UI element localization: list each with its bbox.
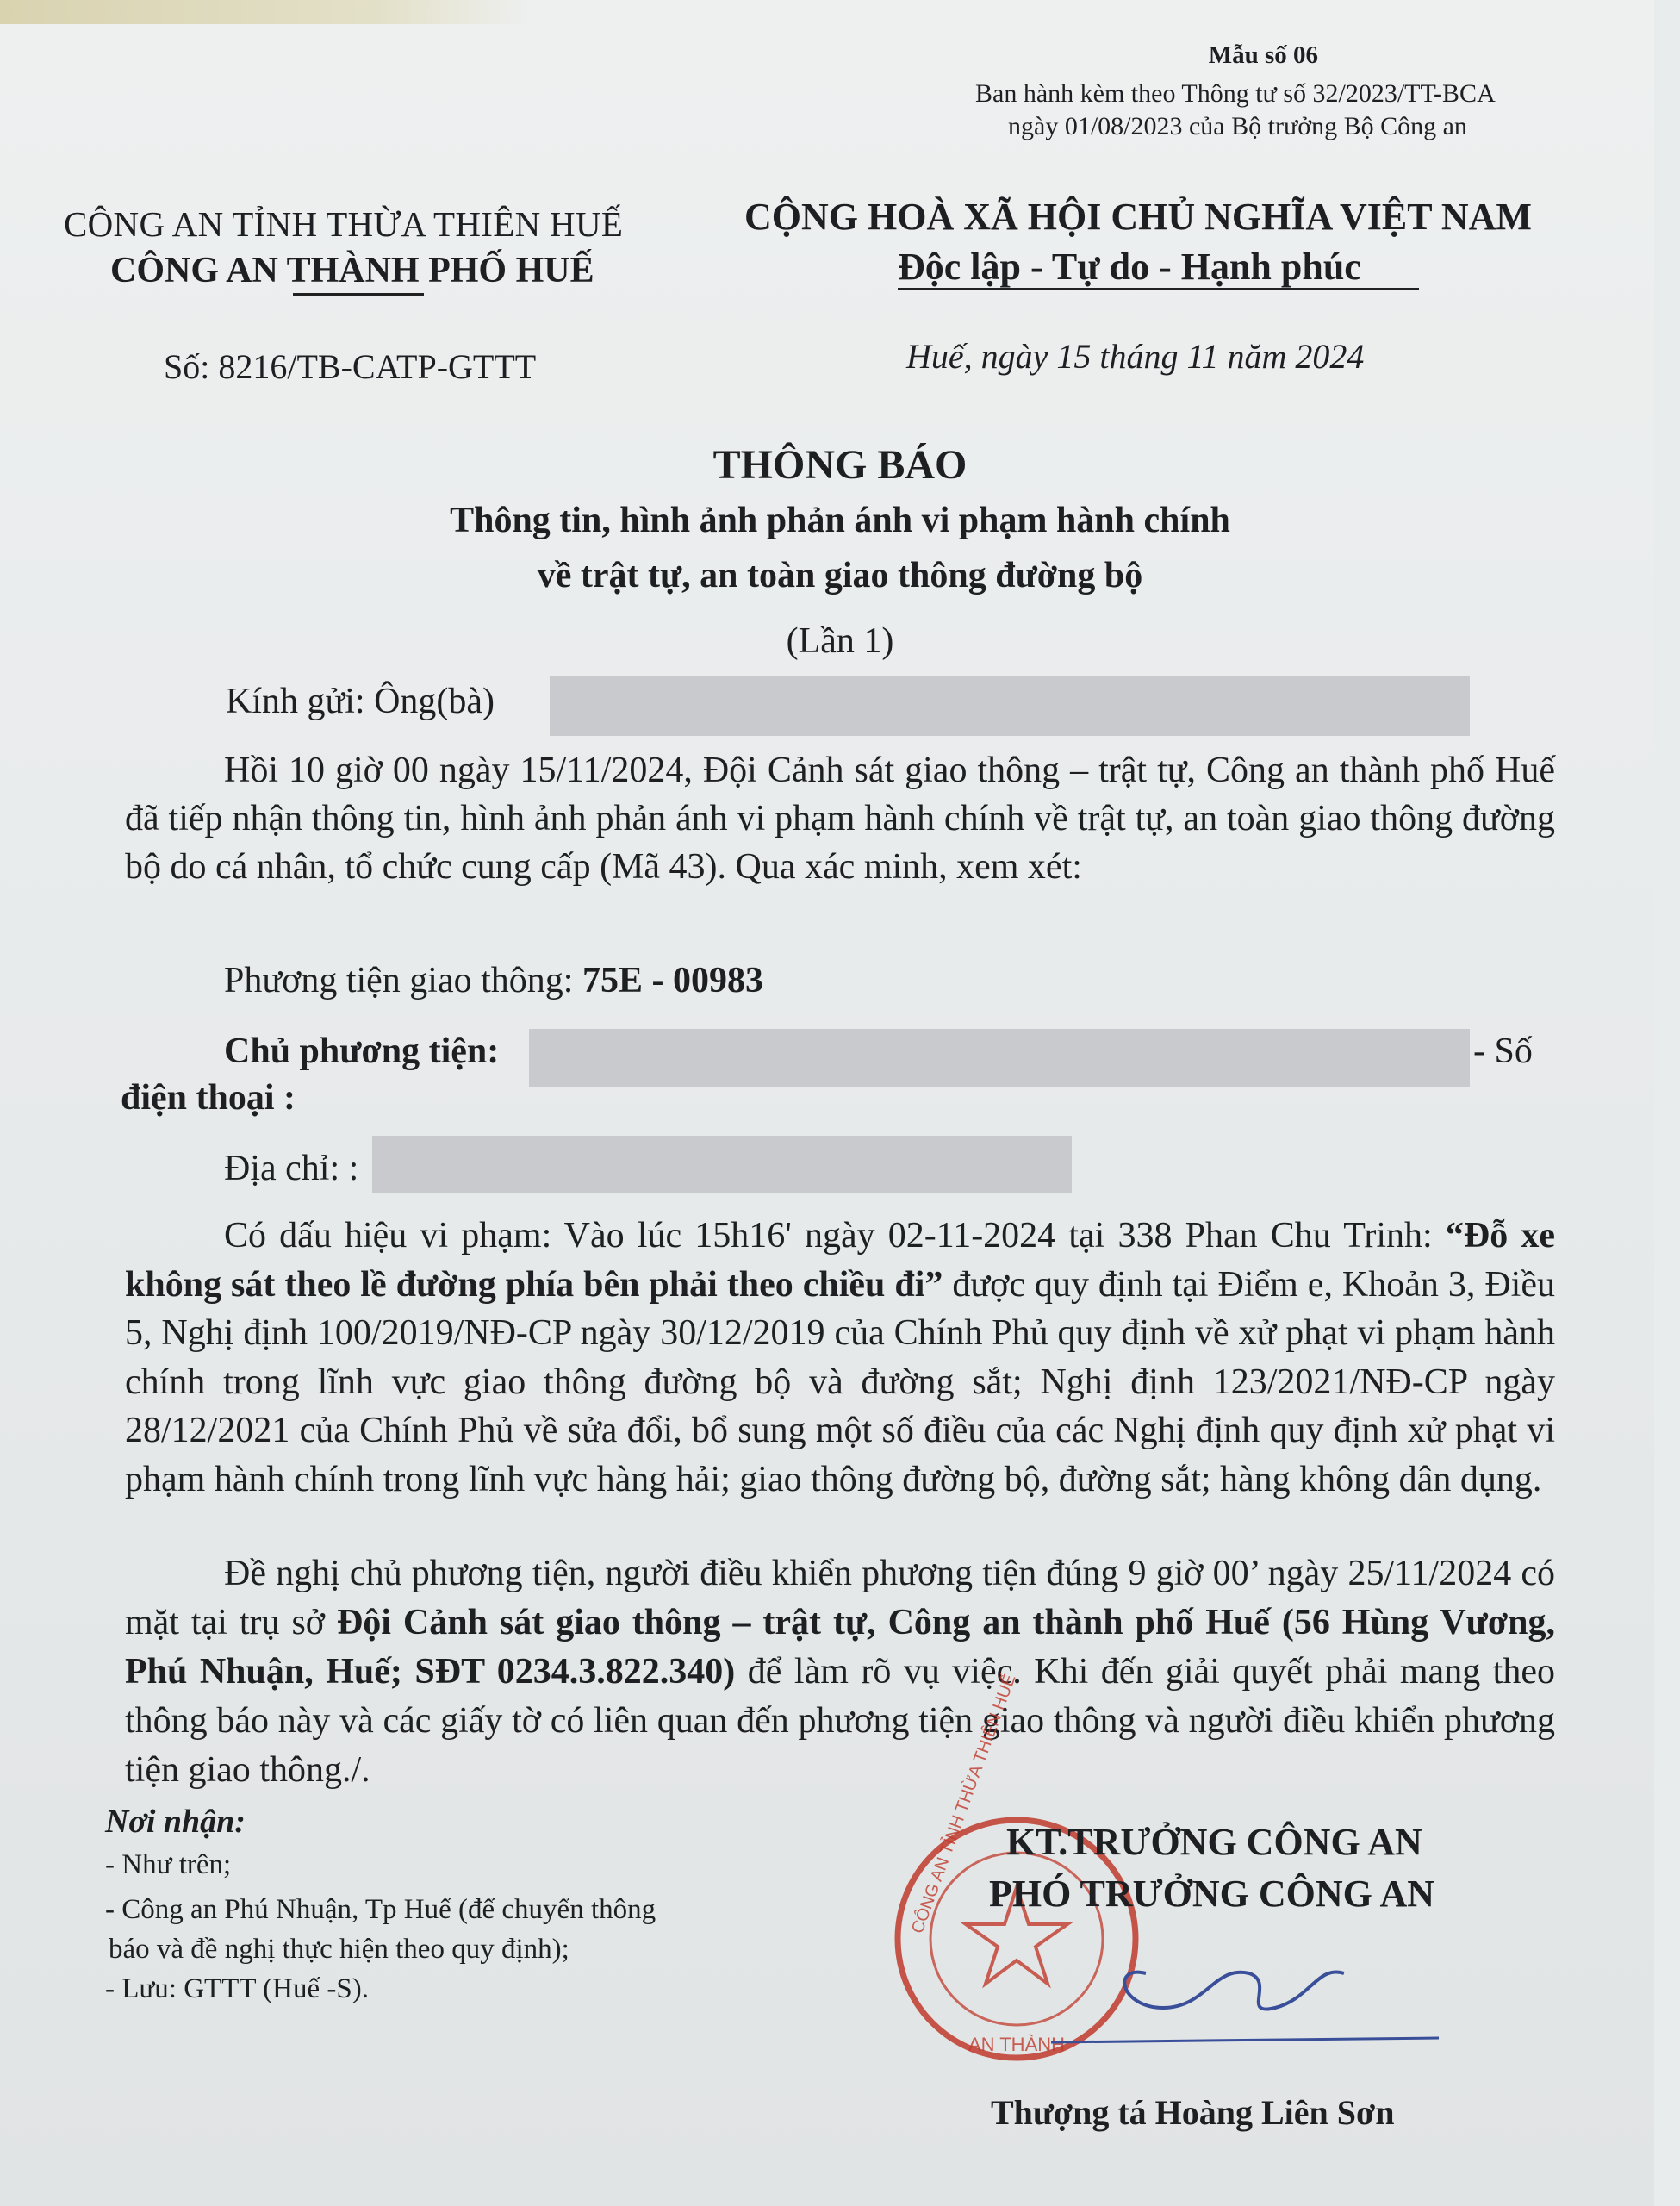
agency-name: CÔNG AN THÀNH PHỐ HUẾ: [110, 251, 594, 290]
phone-label-1: - Số: [1473, 1031, 1533, 1071]
document-title: THÔNG BÁO: [712, 442, 968, 488]
violation-part-1: Có dấu hiệu vi phạm: Vào lúc 15h16' ngày 02-11-2024 tại 338 Phan Chu Trinh:: [224, 1216, 1446, 1256]
intro-text: Hồi 10 giờ 00 ngày 15/11/2024, Đội Cảnh sát giao thông – trật tự, Công an thành phố Huế đã tiếp nhận thông tin, hình ảnh phản ánh vi phạm hành chính về trật tự, an toàn giao thông đường bộ do cá nhân, tổ chức cung cấp (Mã 43). Qua xác minh, xem xét:: [125, 751, 1555, 887]
agency-parent: CÔNG AN TỈNH THỪA THIÊN HUẾ: [64, 204, 624, 244]
phone-label-2: điện thoại :: [121, 1078, 296, 1118]
background-edge: [0, 0, 534, 24]
redacted-owner: [529, 1029, 1470, 1087]
address-label: Địa chỉ: :: [224, 1149, 359, 1188]
owner-label: [224, 1031, 499, 1072]
issued-with-line-2: ngày 01/08/2023 của Bộ trưởng Bộ Công an: [1008, 112, 1467, 140]
violation-quote: “Đỗ xe không sát theo lề đường phía bên phải theo chiều đi”: [125, 1216, 1555, 1305]
document-subtitle-1: Thông tin, hình ảnh phản ánh vi phạm hành chính: [450, 501, 1230, 540]
national-motto: Độc lập - Tự do - Hạnh phúc: [898, 246, 1361, 288]
signature-title-2: PHÓ TRƯỞNG CÔNG AN: [989, 1873, 1435, 1915]
request-part-2: để làm rõ vụ việc. Khi đến giải quyết phải mang theo thông báo này và các giấy tờ có liên quan đến phương tiện giao thông và người điều khiển phương tiện giao thông./.: [125, 1652, 1555, 1790]
notice-round: (Lần 1): [786, 621, 894, 661]
document-number: Số: 8216/TB-CATP-GTTT: [164, 347, 537, 386]
recipient-item-2: - Công an Phú Nhuận, Tp Huế (để chuyển thông: [105, 1894, 656, 1925]
stamp-bottom-text: AN THÀNH: [968, 2034, 1066, 2055]
owner-label-text: Chủ phương tiện:: [224, 1031, 500, 1071]
recipient-item-4: - Lưu: GTTT (Huế -S).: [105, 1973, 369, 2004]
stamp-ring-text: CÔNG AN TỈNH THỪA THIÊN HUẾ: [908, 1672, 1020, 1936]
vehicle-label: Phương tiện giao thông:: [224, 961, 582, 1000]
signature-title-1: KT.TRƯỞNG CÔNG AN: [1006, 1821, 1422, 1863]
document-date: Huế, ngày 15 tháng 11 năm 2024: [906, 337, 1365, 376]
request-office: Đội Cảnh sát giao thông – trật tự, Công an thành phố Huế (56 Hùng Vương, Phú Nhuận, Huế; SĐT 0234.3.822.340): [125, 1603, 1555, 1692]
recipient-item-1: - Như trên;: [105, 1849, 232, 1880]
request-paragraph: [125, 1549, 1555, 1795]
vehicle-line: [224, 960, 763, 1001]
motto-underline: [898, 288, 1419, 290]
redacted-address: [372, 1136, 1072, 1193]
request-part-1: Đề nghị chủ phương tiện, người điều khiển phương tiện đúng 9 giờ 00’ ngày 25/11/2024 có mặt tại trụ sở: [125, 1554, 1555, 1642]
handwritten-signature: [1017, 1913, 1465, 2068]
signer-name: Thượng tá Hoàng Liên Sơn: [991, 2093, 1395, 2132]
issued-with-line-1: Ban hành kèm theo Thông tư số 32/2023/TT-BCA: [975, 79, 1496, 108]
violation-part-2: được quy định tại Điểm e, Khoản 3, Điều 5, Nghị định 100/2019/NĐ-CP ngày 30/12/2019 của Chính Phủ quy định về xử phạt vi phạm hành chính trong lĩnh vực giao thông đường bộ và đường sắt; Nghị định 123/2021/NĐ-CP ngày 28/12/2021 của Chính Phủ về sửa đổi, bổ sung một số điều của các Nghị định quy định xử phạt vi phạm hành chính trong lĩnh vực hàng hải; giao thông đường bộ, đường sắt; hàng không dân dụng.: [125, 1264, 1555, 1499]
document-subtitle-2: về trật tự, an toàn giao thông đường bộ: [537, 556, 1143, 595]
request-text: [125, 1549, 1555, 1795]
agency-underline: [293, 293, 424, 296]
violation-text: [125, 1212, 1555, 1504]
recipient-label: Kính gửi: Ông(bà): [226, 682, 495, 721]
recipient-item-3: báo và đề nghị thực hiện theo quy định);: [109, 1934, 569, 1965]
form-number: Mẫu số 06: [1208, 41, 1318, 69]
violation-paragraph: [125, 1212, 1555, 1504]
recipients-title: Nơi nhận:: [105, 1804, 246, 1840]
intro-paragraph: [125, 746, 1555, 891]
redacted-recipient: [550, 676, 1470, 736]
country-name: CỘNG HOÀ XÃ HỘI CHỦ NGHĨA VIỆT NAM: [744, 196, 1532, 238]
vehicle-plate: 75E - 00983: [582, 961, 763, 1000]
